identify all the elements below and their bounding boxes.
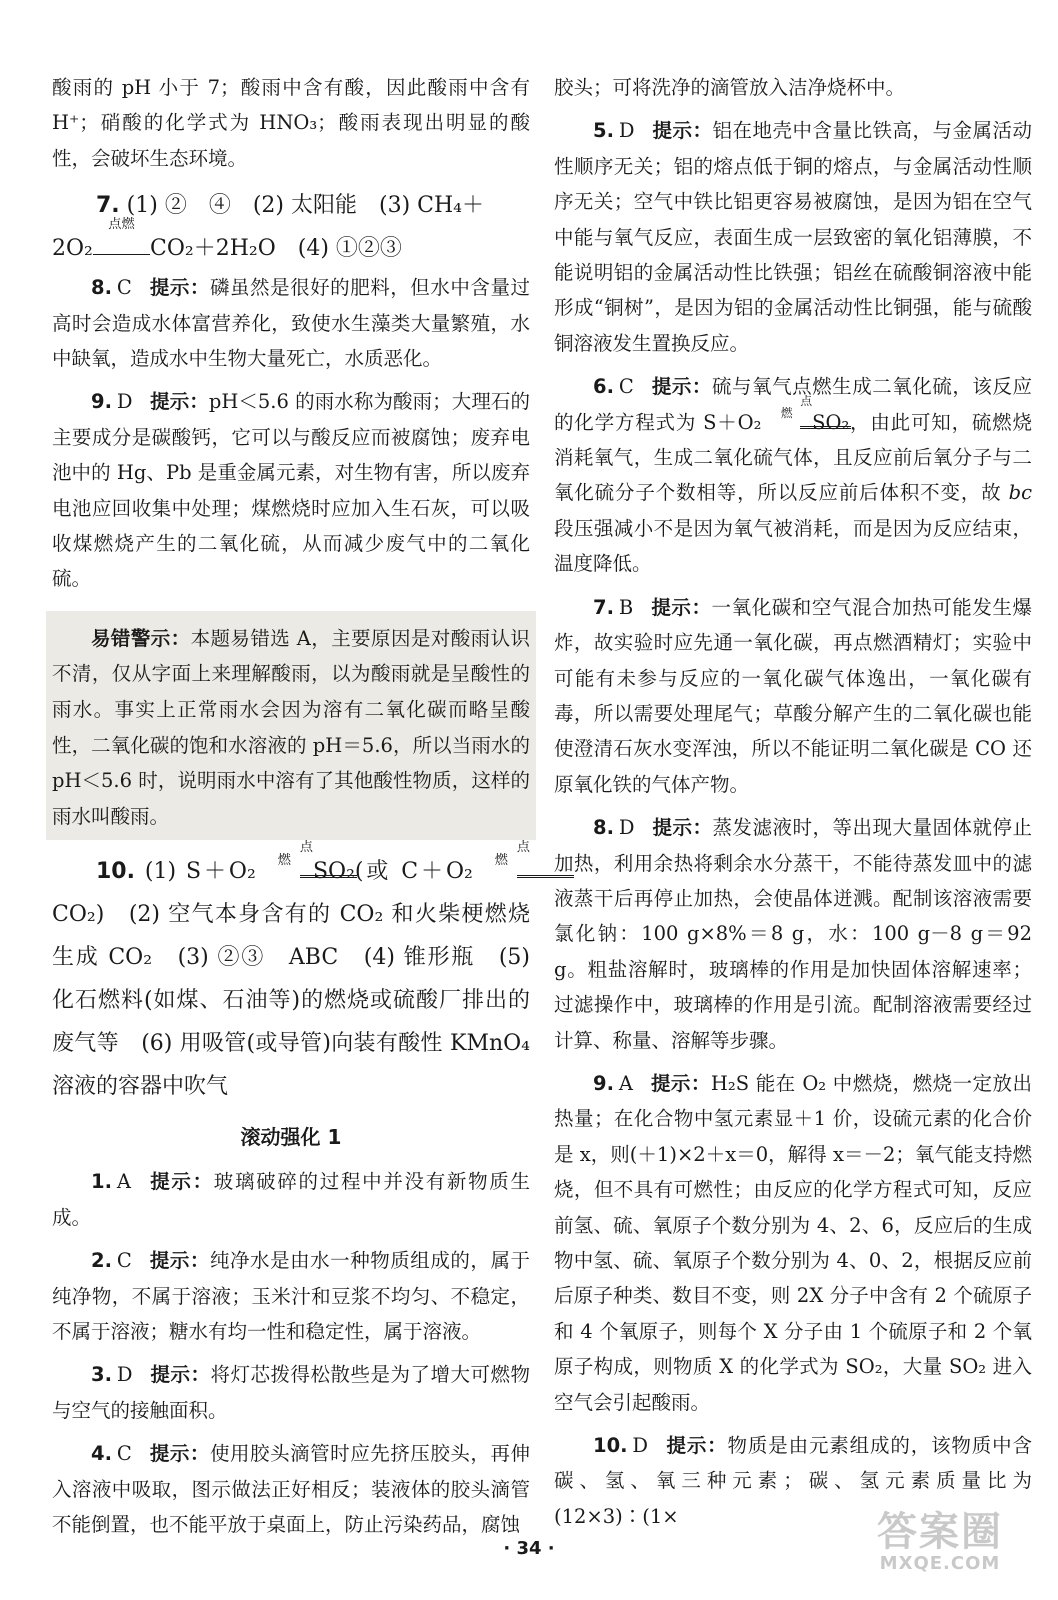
review-answer-3: 3. D 提示：将灯芯拨得松散些是为了增大可燃物与空气的接触面积。 xyxy=(52,1363,530,1422)
watermark-logo: 答案圈 MXQE.COM xyxy=(877,1509,1003,1574)
review-answer-10: 10. D 提示：物质是由元素组成的，该物质中含碳、氢、氧三种元素；碳、氢元素质量比为(12×3)∶(1× xyxy=(554,1434,1032,1528)
left-column xyxy=(52,70,530,1543)
reaction-arrow: 点燃 xyxy=(93,227,150,270)
review-answer-8: 8. D 提示：蒸发滤液时，等出现大量固体就停止加热，利用余热将剩余水分蒸干，不能待蒸发皿中的滤液蒸干后再停止加热，会使晶体迸溅。配制该溶液需要氯化钠：100 g×8%＝8 g，水：100 g－8 g＝92 g。粗盐溶解时，玻璃棒的作用是加快固体溶解速率；过滤操作中，玻璃棒的作用是引流。配制溶液需要经过计算、称量、溶解等步骤。 xyxy=(554,816,1032,1052)
reaction-equals: 点燃 xyxy=(473,850,530,893)
reaction-equals: 点燃 xyxy=(256,850,313,893)
answer-7: 7. (1) ② ④ (2) 太阳能 (3) CH₄＋ 2O₂ 点燃 CO₂＋2H₂O (4) ①②③ xyxy=(52,184,530,270)
continued-text: 胶头；可将洗净的滴管放入洁净烧杯中。 xyxy=(554,76,906,99)
section-title: 滚动强化 1 xyxy=(240,1125,342,1150)
review-answer-2: 2. C 提示：纯净水是由水一种物质组成的，属于纯净物，不属于溶液；玉米汁和豆浆不均匀、不稳定，不属于溶液；糖水有均一性和稳定性，属于溶液。 xyxy=(52,1249,530,1344)
review-answer-9: 9. A 提示：H₂S 能在 O₂ 中燃烧，燃烧一定放出热量；在化合物中氢元素显＋1 价，设硫元素的化合价是 x，则(＋1)×2＋x＝0，解得 x＝－2；氧气能支持燃烧，但不具有可燃性；由反应的化学方程式可知，反应前氢、硫、氧原子个数分别为 4、2、6，反应后的生成物中氢、硫、氧原子个数分别为 4、0、2，根据反应前后原子种类、数目不变，则 2X 分子中含有 2 个硫原子和 4 个氧原子，则每个 X 分子由 1 个硫原子和 2 个氧原子构成，则物质 X 的化学式为 SO₂，大量 SO₂ 进入空气会引起酸雨。 xyxy=(554,1071,1032,1414)
reaction-equals: 点燃 xyxy=(761,405,812,440)
answer-8: 8. C 提示：磷虽然是很好的肥料，但水中含量过高时会造成水体富营养化，致使水生藻类大量繁殖，水中缺氧，造成水中生物大量死亡，水质恶化。 xyxy=(52,276,530,371)
answer-9: 9. D 提示：pH＜5.6 的雨水称为酸雨；大理石的主要成分是碳酸钙，它可以与酸反应而被腐蚀；废弃电池中的 Hg、Pb 是重金属元素，对生物有害，所以废弃电池应回收集中处理；煤燃烧时应加入生石灰，可以吸收煤燃烧产生的二氧化硫，从而减少废气中的二氧化硫。 xyxy=(52,390,530,591)
warning-label: 易错警示： xyxy=(91,626,191,650)
page-number: · 34 · xyxy=(503,1538,555,1559)
right-column xyxy=(554,70,1032,1534)
continued-text: 酸雨的 pH 小于 7；酸雨中含有酸，因此酸雨中含有 H⁺；硝酸的化学式为 HNO₃；酸雨表现出明显的酸性，会破坏生态环境。 xyxy=(52,76,530,170)
review-answer-4: 4. C 提示：使用胶头滴管时应先挤压胶头，再伸入溶液中吸取，图示做法正好相反；装液体的胶头滴管不能倒置，也不能平放于桌面上，防止污染药品，腐蚀 xyxy=(52,1442,530,1537)
error-warning-box: 易错警示：本题易错选 A，主要原因是对酸雨认识不清，仅从字面上来理解酸雨，以为酸雨就是呈酸性的雨水。事实上正常雨水会因为溶有二氧化碳而略呈酸性，二氧化碳的饱和水溶液的 pH＝5.6，所以当雨水的 pH＜5.6 时，说明雨水中溶有了其他酸性物质，这样的雨水叫酸雨。 xyxy=(46,611,536,841)
answer-10: 10. (1) S＋O₂ 点燃 SO₂(或 C＋O₂ 点燃 CO₂) (2) 空气本身含有的 CO₂ 和火柴梗燃烧生成 CO₂ (3) ②③ ABC (4) 锥形瓶 (5) 化石燃料(如煤、石油等)的燃烧或硫酸厂排出的废气等 (6) 用吸管(或导管)向装有酸性 KMnO₄ 溶液的容器中吹气 xyxy=(52,850,530,1108)
review-answer-7: 7. B 提示：一氧化碳和空气混合加热可能发生爆炸，故实验时应先通一氧化碳，再点燃酒精灯；实验中可能有未参与反应的一氧化碳气体逸出，一氧化碳有毒，所以需要处理尾气；草酸分解产生的二氧化碳也能使澄清石灰水变浑浊，所以不能证明二氧化碳是 CO 还原氧化铁的气体产物。 xyxy=(554,595,1032,796)
review-answer-6: 6. C 提示：硫与氧气点燃生成二氧化硫，该反应的化学方程式为 S＋O₂ 点燃 SO₂，由此可知，硫燃烧消耗氧气，生成二氧化硫气体，且反应前后氧分子与二氧化硫分子个数相等，所以反应前后体积不变，故 bc 段压强减小不是因为氧气被消耗，而是因为反应结束，温度降低。 xyxy=(554,375,1032,576)
review-answer-1: 1. A 提示：玻璃破碎的过程中并没有新物质生成。 xyxy=(52,1170,530,1229)
review-answer-5: 5. D 提示：铝在地壳中含量比铁高，与金属活动性顺序无关；铝的熔点低于铜的熔点，与金属活动性顺序无关；空气中铁比铝更容易被腐蚀，是因为铝在空气中能与氧气反应，表面生成一层致密的氧化铝薄膜，不能说明铝的金属活动性比铁强；铝丝在硫酸铜溶液中能形成“铜树”，是因为铝的金属活动性比铜强，能与硫酸铜溶液发生置换反应。 xyxy=(554,119,1032,355)
